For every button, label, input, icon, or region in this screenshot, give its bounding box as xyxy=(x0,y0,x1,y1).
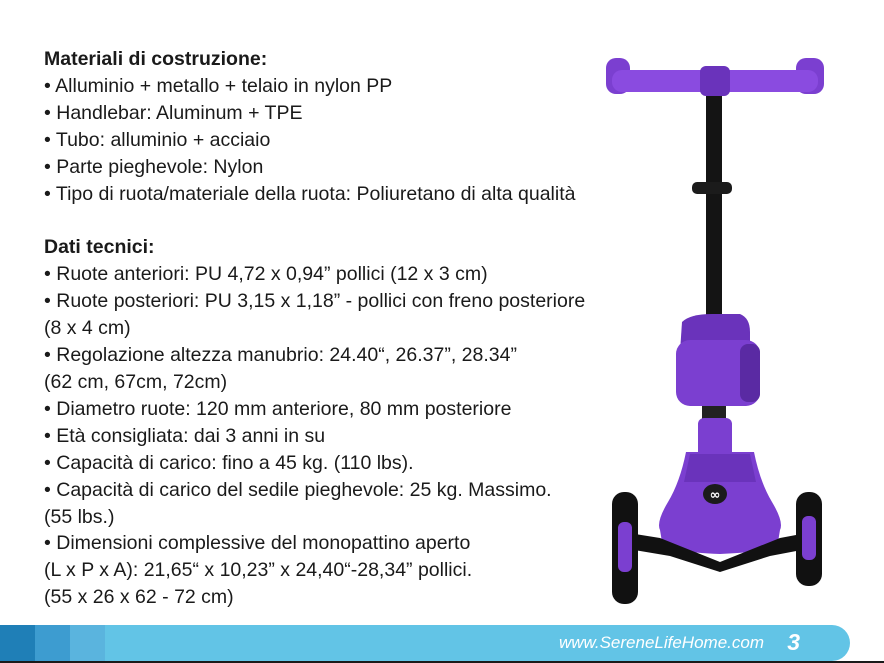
footer-band xyxy=(105,625,850,661)
materials-item: • Handlebar: Aluminum + TPE xyxy=(44,101,303,124)
spec-line: (62 cm, 67cm, 72cm) xyxy=(44,370,228,393)
spec-line: (L x P x A): 21,65“ x 10,23” x 24,40“-28,34” pollici. xyxy=(44,559,473,582)
spec-line: • Capacità di carico del sedile pieghevole: 25 kg. Massimo. xyxy=(44,478,552,501)
page-number: 3 xyxy=(787,629,800,655)
footer-accent-block xyxy=(0,625,35,661)
spec-line: (55 lbs.) xyxy=(44,505,115,528)
spec-line: (55 x 26 x 62 - 72 cm) xyxy=(44,586,234,609)
footer-bar xyxy=(0,625,884,663)
spec-line: • Capacità di carico: fino a 45 kg. (110 lbs). xyxy=(44,451,414,474)
spec-line: • Regolazione altezza manubrio: 24.40“, 26.37”, 28.34” xyxy=(44,344,517,367)
materials-item: • Tipo di ruota/materiale della ruota: Poliuretano di alta qualità xyxy=(44,182,576,205)
website-url[interactable]: www.SereneLifeHome.com xyxy=(558,633,764,652)
materials-item: • Tubo: alluminio + acciaio xyxy=(44,128,271,151)
spec-line: • Dimensioni complessive del monopattino aperto xyxy=(44,532,471,555)
footer-accent-block xyxy=(70,625,105,661)
spec-line: • Ruote anteriori: PU 4,72 x 0,94” pollici (12 x 3 cm) xyxy=(44,263,488,286)
spec-line: • Età consigliata: dai 3 anni in su xyxy=(44,424,326,447)
document-body xyxy=(44,46,684,611)
section-spacer xyxy=(44,207,684,234)
specs-heading: Dati tecnici: xyxy=(44,236,155,259)
svg-text:∞: ∞ xyxy=(709,488,721,503)
materials-item: • Alluminio + metallo + telaio in nylon PP xyxy=(44,74,393,97)
materials-heading: Materiali di costruzione: xyxy=(44,48,268,70)
footer-accent-block xyxy=(35,625,70,661)
spec-line: • Ruote posteriori: PU 3,15 x 1,18” - pollici con freno posteriore xyxy=(44,290,586,313)
spec-line: (8 x 4 cm) xyxy=(44,317,131,340)
materials-item: • Parte pieghevole: Nylon xyxy=(44,155,264,178)
spec-line: • Diametro ruote: 120 mm anteriore, 80 mm posteriore xyxy=(44,397,512,420)
